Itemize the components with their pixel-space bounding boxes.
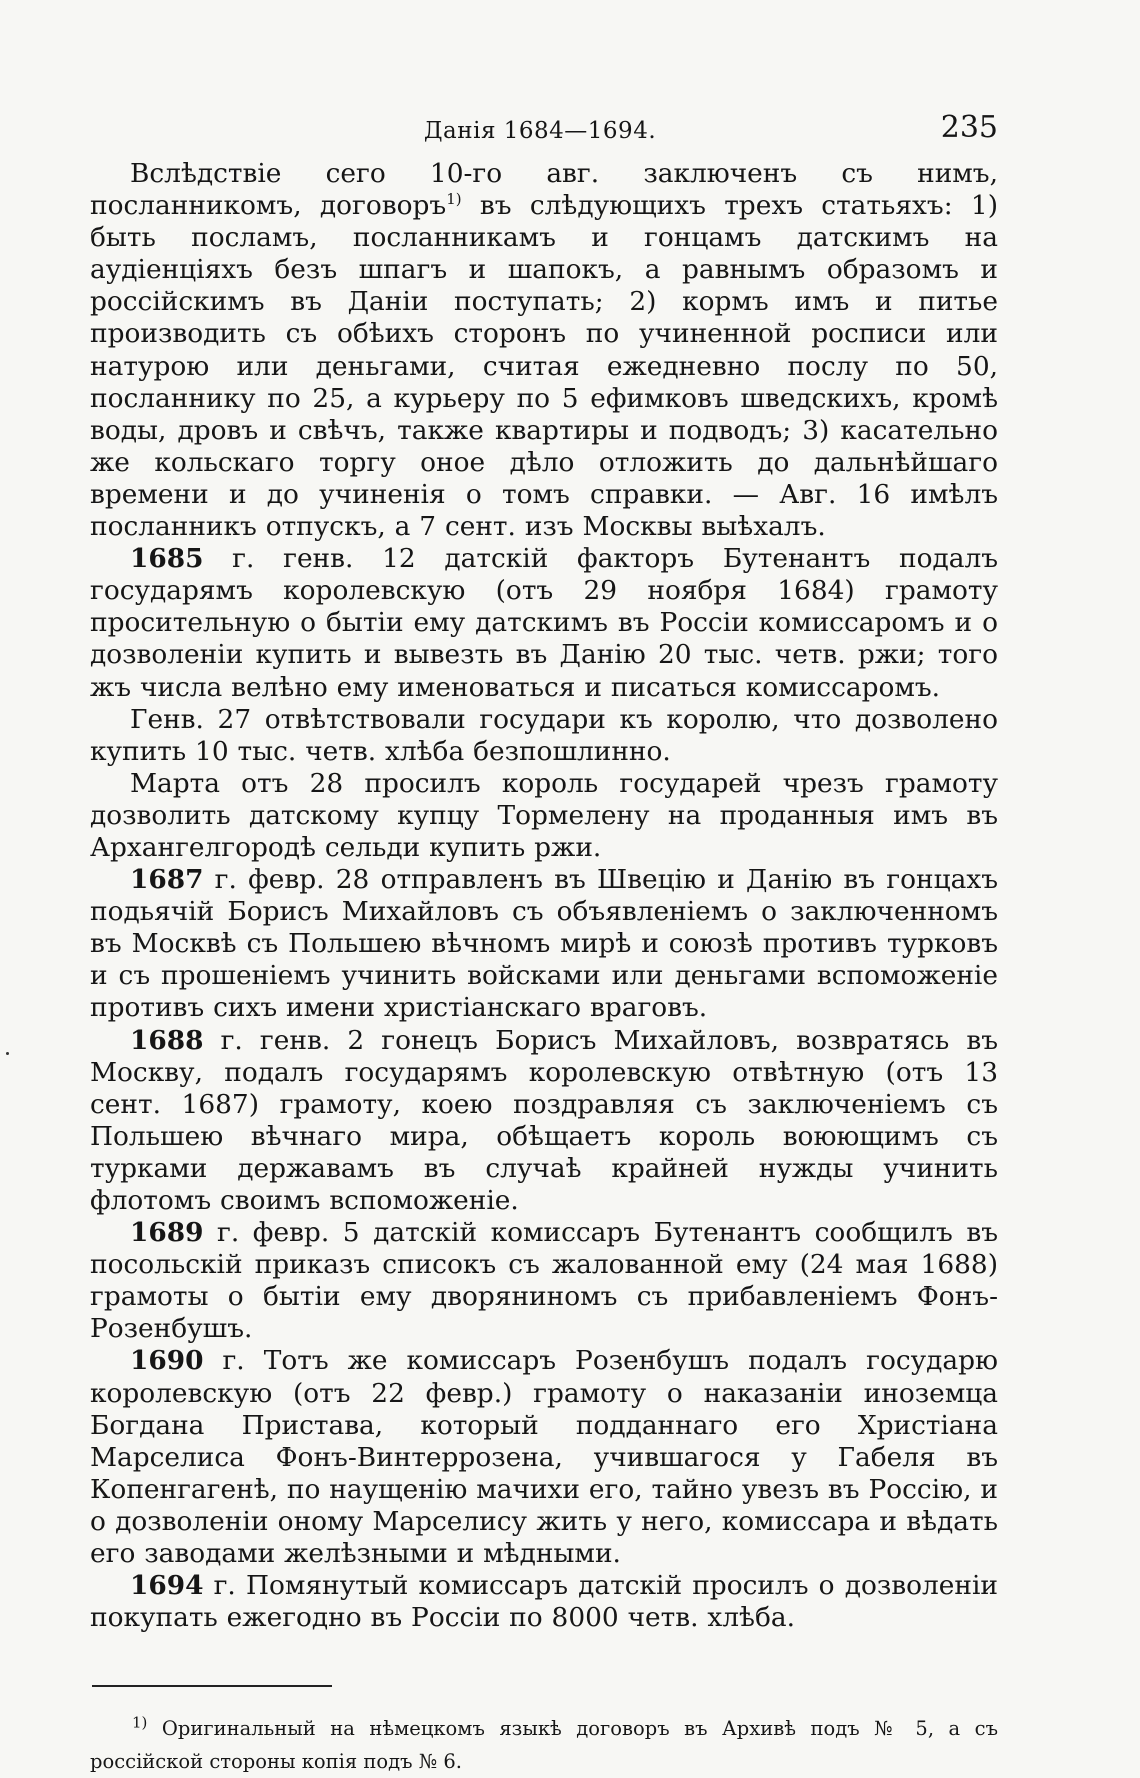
main-text	[90, 158, 998, 1634]
footnote-marker: 1)	[132, 1713, 148, 1732]
paragraph-text: г. генв. 2 гонецъ Борисъ Михайловъ, возвратясь въ Москву, подалъ государямъ королевскую отвѣтную (отъ 13 сент. 1687) грамоту, коею поздравляя съ заключеніемъ съ Польшею вѣчнаго мира, обѣщаетъ король воюющимъ съ турками державамъ въ случаѣ крайней нужды учинить флотомъ своимъ вспоможеніе.	[90, 1024, 998, 1216]
scan-speck	[6, 1052, 9, 1055]
year-heading: 1690	[130, 1345, 204, 1377]
paragraph-text: г. Помянутый комиссаръ датскій просилъ о дозволеніи покупать ежегодно въ Россіи по 8000 четв. хлѣба.	[90, 1570, 998, 1634]
year-heading: 1687	[130, 864, 204, 896]
footnote	[90, 1712, 998, 1778]
year-heading: 1694	[130, 1570, 204, 1602]
paragraph-text: Генв. 27 отвѣтствовали государи къ королю, что дозволено купить 10 тыс. четв. хлѣба безпошлинно.	[90, 703, 998, 767]
paragraph	[90, 864, 998, 1024]
paragraph	[90, 158, 998, 543]
paragraph-text: г. генв. 12 датскій факторъ Бутенантъ подалъ государямъ королевскую (отъ 29 ноября 1684) грамоту просительную о бытіи ему датскимъ въ Россіи комиссаромъ и о дозволеніи купить и вывезть въ Данію 20 тыс. четв. ржи; того жъ числа велѣно ему именоваться и писаться комиссаромъ.	[90, 543, 998, 703]
paragraph-text: г. февр. 28 отправленъ въ Швецію и Данію въ гонцахъ подьячій Борисъ Михайловъ съ объявленіемъ о заключенномъ въ Москвѣ съ Польшею вѣчномъ мирѣ и союзѣ противъ турковъ и съ прошеніемъ учинить войсками или деньгами вспоможеніе противъ сихъ имени христіанскаго враговъ.	[90, 864, 998, 1024]
paragraph	[90, 1217, 998, 1345]
paragraph-text: г. февр. 5 датскій комиссаръ Бутенантъ сообщилъ въ посольскій приказъ списокъ съ жалованной ему (24 мая 1688) грамоты о бытіи ему дворяниномъ съ прибавленіемъ Фонъ-Розенбушъ.	[90, 1217, 998, 1345]
paragraph-text: Марта отъ 28 просилъ король государей чрезъ грамоту дозволить датскому купцу Тормелену на проданныя имъ въ Архангелгородѣ сельди купить ржи.	[90, 767, 998, 863]
paragraph-text-continued: въ слѣдующихъ трехъ статьяхъ: 1) быть посламъ, посланникамъ и гонцамъ датскимъ на аудіенціяхъ безъ шпагъ и шапокъ, а равнымъ образомъ и россійскимъ въ Даніи поступать; 2) кормъ имъ и питье производить съ обѣихъ сторонъ по учиненной росписи или натурою или деньгами, считая ежедневно послу по 50, посланнику по 25, а курьеру по 5 ефимковъ шведскихъ, кромѣ воды, дровъ и свѣчъ, также квартиры и подводъ; 3) касательно же кольскаго торгу оное дѣло отложить до дальнѣйшаго времени и до учиненія о томъ справки. — Авг. 16 имѣлъ посланникъ отпускъ, а 7 сент. изъ Москвы выѣхалъ.	[90, 190, 998, 543]
footnote-reference: 1)	[446, 190, 462, 209]
year-heading: 1685	[130, 543, 204, 575]
paragraph-text: г. Тотъ же комиссаръ Розенбушъ подалъ государю королевскую (отъ 22 февр.) грамоту о наказаніи иноземца Богдана Пристава, который подданнаго его Христіана Марселиса Фонъ-Винтеррозена, учившагося у Габеля въ Копенгагенѣ, по наущенію мачихи его, тайно увезъ въ Россію, и о дозволеніи оному Марселису жить у него, комиссара и вѣдать его заводами желѣзными и мѣдными.	[90, 1345, 998, 1570]
year-heading: 1689	[130, 1217, 204, 1249]
running-header: Данія 1684—1694.	[423, 118, 657, 144]
page-number: 235	[940, 110, 998, 145]
paragraph	[90, 704, 998, 768]
paragraph-text: Вслѣдствіе сего 10-го авг. заключенъ съ нимъ, посланникомъ, договоръ	[90, 158, 998, 222]
footnote-text: Оригинальный на нѣмецкомъ языкѣ договоръ въ Архивѣ подъ № 5, а съ россійской стороны копія подъ № 6.	[90, 1717, 998, 1773]
year-heading: 1688	[130, 1024, 204, 1056]
footnote-divider	[92, 1685, 332, 1687]
paragraph	[90, 543, 998, 703]
paragraph	[90, 1025, 998, 1218]
paragraph	[90, 768, 998, 864]
paragraph	[90, 1345, 998, 1570]
paragraph	[90, 1570, 998, 1634]
